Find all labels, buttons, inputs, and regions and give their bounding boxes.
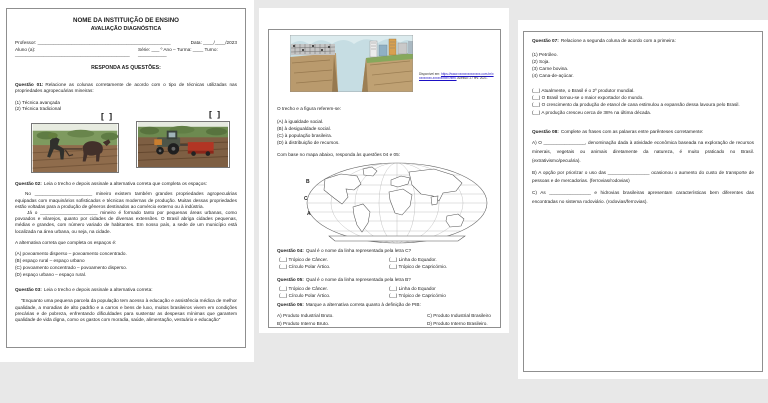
- q01-option-2: (2) Técnica tradicional: [15, 106, 62, 112]
- question-01: [15, 82, 237, 94]
- respond-heading: RESPONDA AS QUESTÕES:: [91, 65, 161, 72]
- institution-title: NOME DA INSTITUIÇÃO DE ENSINO: [73, 17, 179, 24]
- q07-item-3: (3) Carne bovina.: [532, 66, 569, 72]
- q07-item-1: (1) Petróleo.: [532, 52, 558, 58]
- q04-option-1[interactable]: (__) Trópico de Câncer.: [279, 257, 328, 262]
- tractor-photo: [136, 121, 230, 168]
- question-08-text: Complete as frases com as palavras entre parênteses corretamente:: [560, 128, 704, 134]
- caption-access-date: Acesso: 27 fev. 2021.: [457, 76, 488, 81]
- page-2-border-box: [268, 29, 501, 328]
- map-label-b: B: [306, 179, 310, 185]
- q07-match-2[interactable]: (__) O Brasil tornou-se o maior exportador do mundo.: [532, 95, 644, 101]
- grade-field: Série: ___ º Ano – Turma: ____ Turno: ___________: [137, 47, 218, 58]
- question-05-label: Questão 05:: [277, 277, 304, 282]
- q02-prompt: A alternativa correta que completa os espaços é:: [15, 239, 117, 245]
- question-06: [277, 302, 495, 308]
- image-source-caption: [419, 72, 495, 81]
- q05-option-1[interactable]: (__) Trópico de Câncer.: [279, 286, 328, 291]
- question-06-text: Marque a alternativa correta quanto à definição de PIB:: [305, 302, 421, 307]
- q04-option-3[interactable]: (__) Círculo Polar Ártico.: [279, 264, 331, 270]
- q07-item-2: (2) Soja.: [532, 59, 550, 65]
- q02-paragraph-2: Já o ______________________ mineiro é formado tanto por pequenas áreas urbanas, como povoados e vilarejos, quanto por cidades de diversas extensões. O Brasil abriga cidades pequenas, médias e grandes, com número variado de habitantes. Em nosso país, a sede de um município está localizada na área urbana, ou seja, na cidade.: [15, 210, 237, 234]
- q02-option-a: (A) povoamento disperso – povoamento concentrado.: [15, 251, 127, 257]
- question-01-label: Questão 01:: [15, 82, 44, 88]
- student-field: Aluno (a): ____________________________________________: [15, 47, 130, 58]
- q06-option-d[interactable]: D) Produto Interno Brasileiro.: [427, 320, 488, 326]
- world-map: [303, 161, 491, 245]
- q08-sentence-b: B) A opção por priorizar o uso das ________________ ocasionou o aumento do custo de transporte de pessoas e de mercadorias. (ferrovias/rodovias): [532, 169, 754, 184]
- page-1-border-box: [6, 8, 246, 348]
- q07-match-3[interactable]: (__) O crescimento da produção de etanol de cana estimulou a expansão dessa lavoura pelo Brasil.: [532, 102, 740, 108]
- q01-option-1: (1) Técnica avançada: [15, 99, 60, 105]
- q05-option-2[interactable]: (__) Linha do Equador: [389, 286, 436, 291]
- q03-quote: “Enquanto uma pequena parcela da população tem acesso à educação e assistência médica de melhor qualidade, a moradias de alto padrão e a carros e bens de luxo, muitos brasileiros vivem em condições precárias e de pobreza, enfrentando dificuldades para sustentar as despesas mínimas que garantem qualidade de vida digna, como os gastos com moradia, saúde, alimentação, vestuário e educação”: [15, 298, 237, 323]
- india-shape: [431, 196, 438, 205]
- plow-implement: [188, 142, 214, 151]
- q02-paragraph-1: No ______________________ mineiro existem também grandes propriedades agropecuárias equipadas com maquinários sofisticados e técnicas modernas de produção. Muitas dessas propriedades estão voltadas para a produção de gêneros destinados ao comércio externo ou à indústria.: [15, 191, 237, 209]
- world-map-svg: [303, 161, 491, 245]
- question-05: [277, 277, 495, 283]
- fig-option-d: (D) à distribuição de recursos.: [277, 140, 340, 146]
- question-06-label: Questão 06:: [277, 302, 304, 307]
- question-07-label: Questão 07:: [532, 38, 559, 43]
- q07-item-4: (4) Cana-de-açúcar.: [532, 73, 574, 79]
- question-03: [15, 287, 237, 293]
- figure-intro: O trecho e a figura referem-se:: [277, 106, 342, 111]
- answer-bracket-right[interactable]: [ ]: [209, 109, 222, 120]
- question-08-label: Questão 08:: [532, 128, 559, 134]
- q07-match-4[interactable]: (__) A produção cresceu cerca de 38% na última década.: [532, 109, 652, 115]
- question-07-text: Relacione a segunda coluna de acordo com a primeira:: [560, 38, 676, 43]
- q04-option-4[interactable]: (__) Trópico de Capricórnio.: [389, 264, 448, 270]
- question-03-text: Leia o trecho e depois assinale a alternativa correta:: [43, 287, 153, 293]
- fig-option-c: (C) à população brasileira.: [277, 133, 332, 139]
- map-intro: Com base no mapa abaixo, responda às questões 04 e 05:: [277, 152, 400, 157]
- q08-sentence-a: A) O ________________, denominação dada à atividade econômica baseada na exploração de recursos minerais, vegetais ou animais diretamente da natureza, é muito praticado no Brasil. (extrativismo/pecuária).: [532, 139, 754, 163]
- question-07: [532, 38, 754, 44]
- caption-prefix: Disponível em:: [419, 72, 441, 76]
- q02-option-d: (D) espaço urbano – espaço rural.: [15, 272, 87, 278]
- question-05-text: Qual é o nome da linha representada pela letra B?: [305, 277, 411, 282]
- question-01-text: Relacione as colunas corretamente de acordo com o tipo de técnicas utilizadas nas propriedades agropecuárias mineiras:: [15, 82, 237, 94]
- q07-match-1[interactable]: (__) Atualmente, o Brasil é o 2º produtor mundial.: [532, 88, 635, 94]
- date-field: Data: ____/____/2023: [190, 40, 237, 46]
- page-1: [0, 0, 254, 362]
- q05-option-3[interactable]: (__) Círculo Polar Ártico.: [279, 293, 331, 299]
- assessment-subtitle: AVALIAÇÃO DIAGNÓSTICA: [90, 26, 162, 33]
- question-02-label: Questão 02:: [15, 181, 42, 187]
- question-03-label: Questão 03:: [15, 287, 42, 293]
- question-04-label: Questão 04:: [277, 248, 304, 253]
- q04-option-2[interactable]: (__) Linha do Equador.: [389, 257, 437, 262]
- page-2: [259, 8, 509, 333]
- fig-option-b: (B) à desigualdade social.: [277, 126, 331, 132]
- question-04: [277, 248, 495, 254]
- favela-houses: [291, 44, 335, 55]
- antarctica-shape: [329, 236, 465, 241]
- q08-sentence-c: C) As ________________ e hidrovias brasileiras apresentam características bem diferentes das encontradas no sistema rodoviário. (rodovias/ferrovias).: [532, 190, 754, 205]
- q05-option-4[interactable]: (__) Trópico de Capricórnio: [389, 293, 446, 299]
- q06-option-a[interactable]: A) Produto Industrial Bruto.: [277, 313, 334, 318]
- page-3-border-box: [523, 31, 763, 372]
- map-label-a: A: [307, 211, 311, 217]
- question-04-text: Qual é o nome da linha representada pela letra C?: [305, 248, 412, 253]
- q06-option-b[interactable]: B) Produto Interno Bruto.: [277, 320, 330, 326]
- question-08: [532, 129, 754, 135]
- map-label-c: C: [304, 196, 308, 202]
- answer-bracket-left[interactable]: [ ]: [101, 111, 114, 122]
- question-02-text: Leia o trecho e depois assinale a alternativa correta que completa os espaços:: [43, 181, 207, 187]
- fig-option-a: (A) à igualdade social.: [277, 119, 324, 124]
- social-inequality-cartoon: [290, 35, 413, 92]
- q06-option-c[interactable]: C) Produto Industrial Brasileiro: [427, 313, 491, 318]
- traditional-plowing-photo: [31, 123, 119, 173]
- q02-option-b: (B) espaço rural – espaço urbano: [15, 258, 85, 264]
- question-02: [15, 181, 237, 187]
- page-3: [518, 20, 768, 379]
- q02-option-c: (C) povoamento concentrado – povoamento disperso.: [15, 265, 128, 271]
- source-link[interactable]: https://www.xxxxxxxxxxxxxx.com.br/xxxxxxxxx-xxxxxxxxxx.html.: [419, 72, 494, 81]
- professor-field: Professor: ___________________________________________________: [15, 40, 171, 46]
